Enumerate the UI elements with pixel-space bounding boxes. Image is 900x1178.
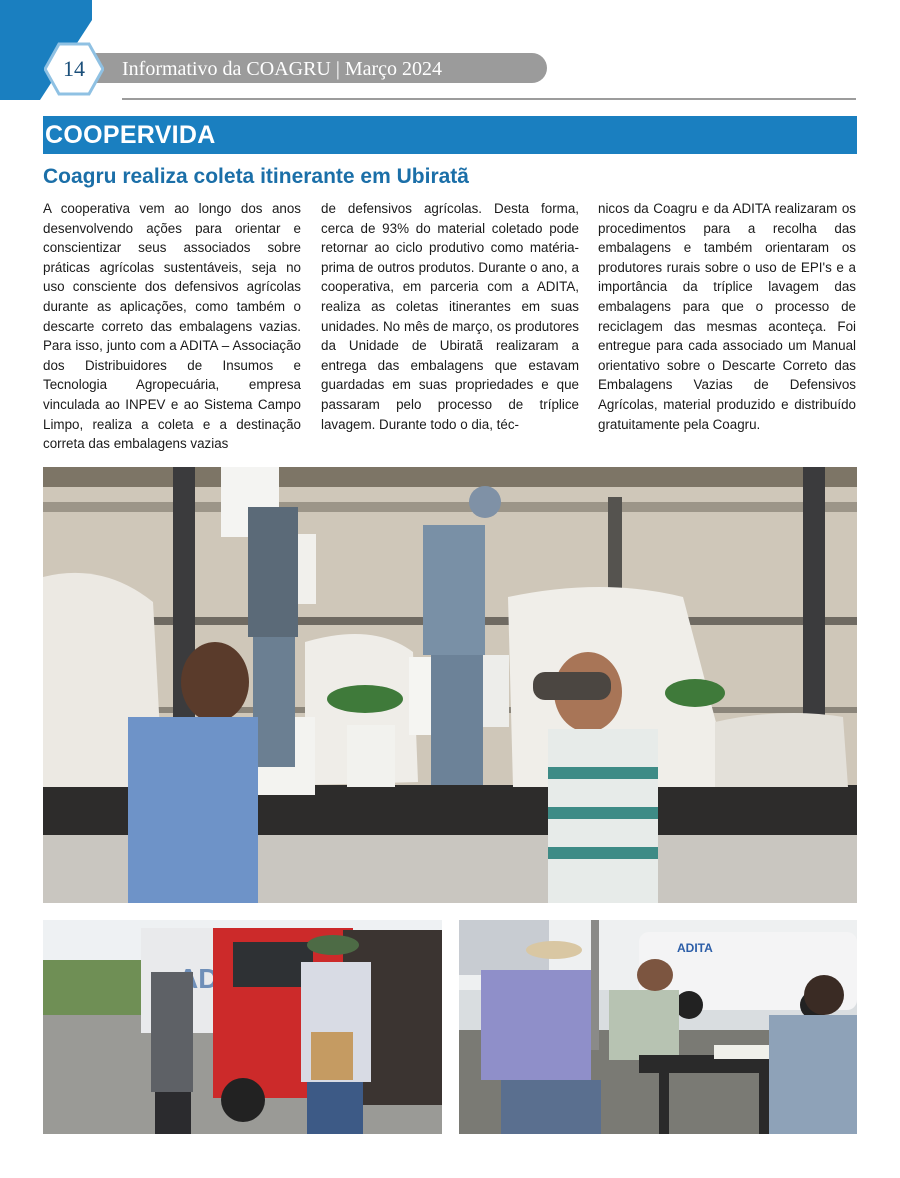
article-column-1 xyxy=(43,199,301,461)
header-divider xyxy=(122,98,856,100)
column-2-text: de defensivos agrícolas. Desta forma, cerca de 93% do material coletado pode retornar ao ciclo produtivo como matéria-prima de outros produtos. Durante o ano, a cooperativa, em parceria com a ADITA, realiza as coletas itinerantes em suas unidades. No mês de março, os produtores da Unidade de Ubiratã realizaram a entrega das embalagens que estavam guardadas em suas propriedades e que passaram pelo processo de tríplice lavagem. Durante todo o dia, téc- xyxy=(321,201,579,432)
article-column-3 xyxy=(598,199,856,461)
svg-text:ADITA: ADITA xyxy=(677,941,713,955)
section-title: COOPERVIDA xyxy=(45,121,216,149)
photo-producer-receiving-manual xyxy=(43,920,442,1134)
publication-title: Informativo da COAGRU | Março 2024 xyxy=(122,58,443,80)
column-1-text: A cooperativa vem ao longo dos anos desenvolvendo ações para orientar e conscientizar seus associados sobre práticas agrícolas sustentáveis, seja no uso consciente dos defensivos agrícolas durante as aplicações, como também o descarte correto das embalagens vazias. Para isso, junto com a ADITA – Associação dos Distribuidores de Insumos e Tecnologia Agropecuária, empresa vinculada ao INPEV e ao Sistema Campo Limpo, realiza a coleta e a destinação correta das embalagens vazias xyxy=(43,201,301,452)
photo-registration-table xyxy=(459,920,857,1134)
article-headline: Coagru realiza coleta itinerante em Ubiratã xyxy=(43,165,469,188)
main-photo-collection-truck xyxy=(43,467,857,903)
page-number: 14 xyxy=(63,56,85,81)
column-3-text: nicos da Coagru e da ADITA realizaram os procedimentos para a recolha das embalagens e também orientaram os produtores rurais sobre o uso de EPI's e a importância da tríplice lavagem das embalagens para que o processo de reciclagem das mesmas aconteça. Foi entregue para cada associado um Manual orientativo sobre o Descarte Correto das Embalagens Vazias de Defensivos Agrícolas, material produzido e distribuído gratuitamente pela Coagru. xyxy=(598,201,856,432)
article-column-2 xyxy=(321,199,579,461)
